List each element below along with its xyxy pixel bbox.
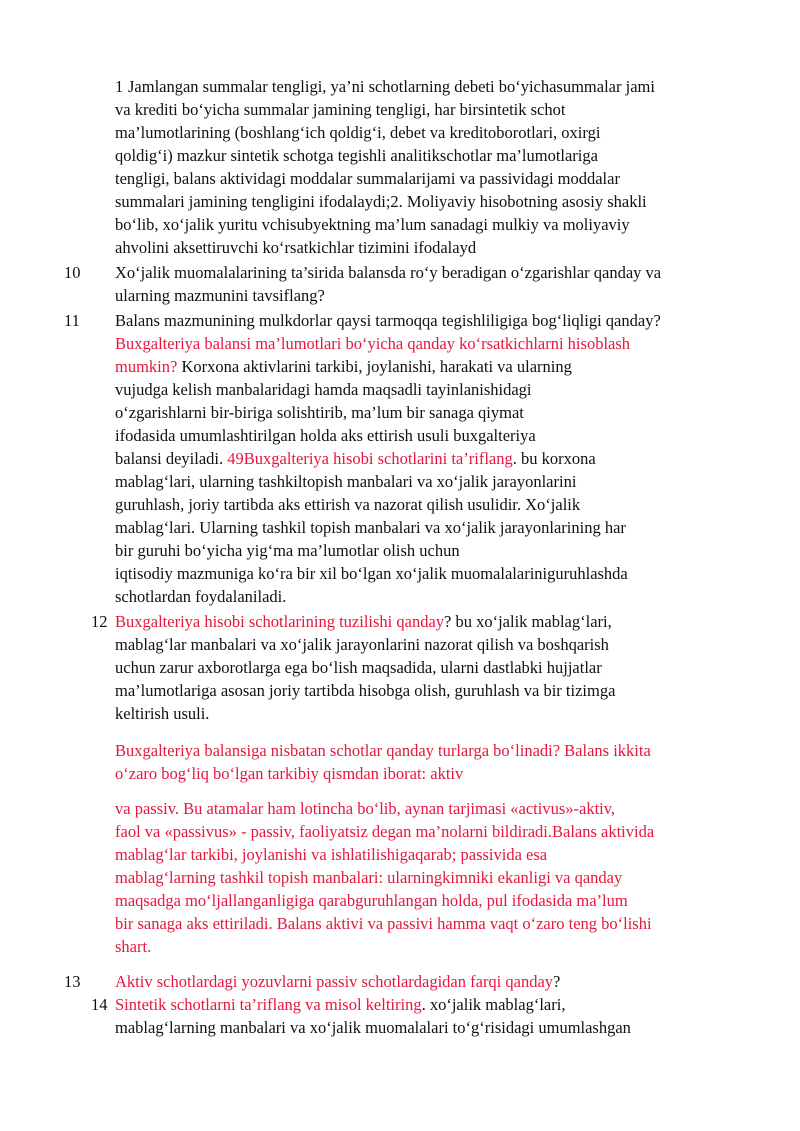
question-12 — [115, 611, 740, 633]
text-line: ularning mazmunini tavsiflang? — [115, 286, 325, 305]
text-line: schotlardan foydalaniladi. — [115, 587, 287, 606]
text-line: Jamlangan summalar tengligi, ya’ni schotlarning debeti bo‘yichasummalar jami — [128, 77, 655, 96]
text-line — [115, 448, 740, 470]
text-line: mablag‘lari, ularning tashkiltopish manbalari va xo‘jalik jarayonlarini — [115, 472, 577, 491]
highlighted-text: Buxgalteriya hisobi schotlarining tuzilishi qanday — [115, 612, 445, 631]
highlighted-text: mablag‘larning tashkil topish manbalari: ularningkimniki ekanligi va qanday — [115, 868, 623, 887]
plain-text: . xo‘jalik mablag‘lari, — [421, 995, 566, 1014]
text-line: summalari jamining tengligini ifodalaydi;2. Moliyaviy hisobotning asosiy shakli — [115, 192, 647, 211]
highlighted-question: Buxgalteriya balansi ma’lumotlari bo‘yicha qanday ko‘rsatkichlarni hisoblash — [115, 334, 631, 353]
highlighted-text: Sintetik schotlarni ta’riflang va misol keltiring — [115, 995, 422, 1014]
plain-text: ? — [553, 972, 561, 991]
plain-text: balansi deyiladi. — [115, 449, 228, 468]
plain-text: Korxona aktivlarini tarkibi, joylanishi, harakati va ularning — [177, 357, 572, 376]
highlighted-text: va passiv. Bu atamalar ham lotincha bo‘lib, aynan tarjimasi «activus»-aktiv, — [115, 799, 616, 818]
text-line: guruhlash, joriy tartibda aks ettirish va nazorat qilish usulidir. Xo‘jalik — [115, 495, 581, 514]
text-line: mablag‘lari. Ularning tashkil topish manbalari va xo‘jalik jarayonlarining har — [115, 518, 626, 537]
item-number-1: 1 — [115, 77, 124, 96]
text-line: o‘zgarishlarni bir-biriga solishtirib, ma’lum bir sanaga qiymat — [115, 403, 524, 422]
text-line: va krediti bo‘yicha summalar jamining tengligi, har birsintetik schot — [115, 100, 566, 119]
text-line — [115, 356, 740, 378]
text-line: ahvolini aksettiruvchi ko‘rsatkichlar tizimini ifodalayd — [115, 238, 477, 257]
highlighted-text: maqsadga mo‘ljallanganligiga qarabguruhlangan holda, pul ifodasida ma’lum — [115, 891, 628, 910]
highlighted-text: Aktiv schotlardagi yozuvlarni passiv schotlardagidan farqi qanday — [115, 972, 554, 991]
highlighted-text: faol va «passivus» - passiv, faoliyatsiz degan ma’nolarni bildiradi.Balans aktivida — [115, 822, 655, 841]
text-line: bir guruhi bo‘yicha yig‘ma ma’lumotlar olish uchun — [115, 541, 460, 560]
text-line: keltirish usuli. — [115, 704, 210, 723]
text-line: tengligi, balans aktividagi moddalar summalarijami va passividagi moddalar — [115, 169, 620, 188]
item-number-11: 11 — [64, 311, 80, 330]
highlighted-text: 49Buxgalteriya hisobi schotlarini ta’riflang — [227, 449, 513, 468]
plain-text: ? bu xo‘jalik mablag‘lari, — [444, 612, 612, 631]
text-line: mablag‘larning manbalari va xo‘jalik muomalalari to‘g‘risidagi umumlashgan — [115, 1018, 631, 1037]
text-line: vujudga kelish manbalaridagi hamda maqsadli tayinlanishidagi — [115, 380, 532, 399]
highlighted-question: Buxgalteriya balansiga nisbatan schotlar qanday turlarga bo‘linadi? Balans ikkita — [115, 741, 651, 760]
item-number-12: 12 — [91, 612, 108, 631]
text-line: ma’lumotlariga asosan joriy tartibda hisobga olish, guruhlash va bir tizimga — [115, 681, 616, 700]
item-number-10: 10 — [64, 263, 81, 282]
highlighted-text: bir sanaga aks ettiriladi. Balans aktivi va passivi hamma vaqt o‘zaro teng bo‘lishi — [115, 914, 652, 933]
highlighted-text: mablag‘lar tarkibi, joylanishi va ishlatilishigaqarab; passivida esa — [115, 845, 548, 864]
text-line: iqtisodiy mazmuniga ko‘ra bir xil bo‘lgan xo‘jalik muomalalariniguruhlashda — [115, 564, 628, 583]
highlighted-text: shart. — [115, 937, 152, 956]
text-line: ma’lumotlarining (boshlang‘ich qoldig‘i, debet va kreditoborotlari, oxirgi — [115, 123, 601, 142]
question-10: Xo‘jalik muomalalarining ta’sirida balansda ro‘y beradigan o‘zgarishlar qanday va — [115, 263, 662, 282]
text-line: bo‘lib, xo‘jalik yuritu vchisubyektning ma’lum sanadagi mulkiy va moliyaviy — [115, 215, 630, 234]
highlighted-text: mumkin? — [115, 357, 178, 376]
highlighted-text: o‘zaro bog‘liq bo‘lgan tarkibiy qismdan iborat: aktiv — [115, 764, 464, 783]
text-line: ifodasida umumlashtirilgan holda aks ettirish usuli buxgalteriya — [115, 426, 536, 445]
question-11: Balans mazmunining mulkdorlar qaysi tarmoqqa tegishliligiga bog‘liqligi qanday? — [115, 311, 661, 330]
plain-text: . bu korxona — [512, 449, 596, 468]
text-line: uchun zarur axborotlarga ega bo‘lish maqsadida, ularni dastlabki hujjatlar — [115, 658, 602, 677]
item-number-14: 14 — [91, 995, 108, 1014]
question-13 — [115, 971, 740, 993]
text-line: qoldig‘i) mazkur sintetik schotga tegishli analitikschotlar ma’lumotlariga — [115, 146, 598, 165]
question-14 — [115, 994, 740, 1016]
text-line: mablag‘lar manbalari va xo‘jalik jarayonlarini nazorat qilish va boshqarish — [115, 635, 609, 654]
item-number-13: 13 — [64, 972, 81, 991]
